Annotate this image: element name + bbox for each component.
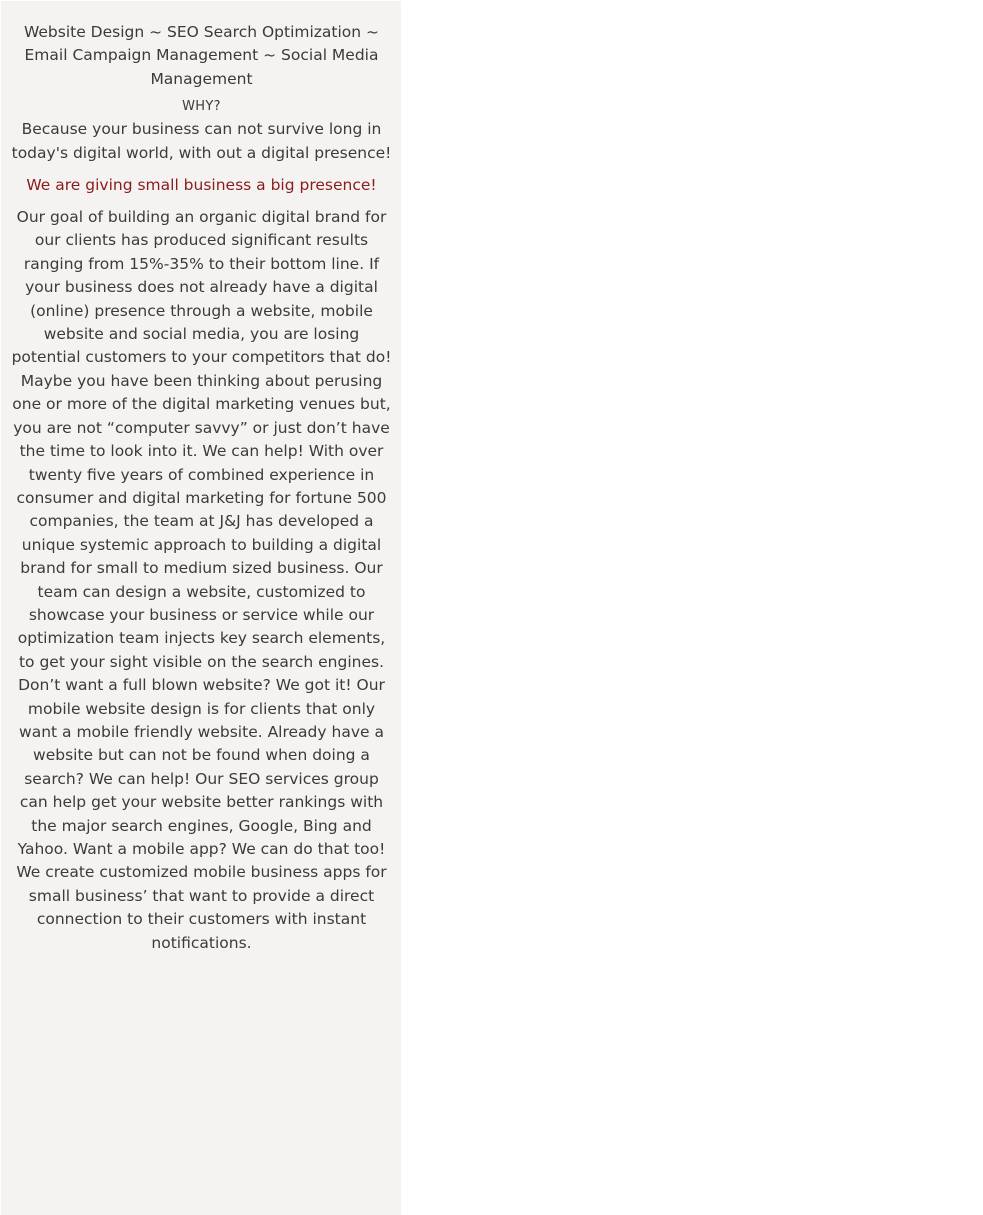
content-panel [1, 1, 401, 1215]
because-statement: Because your business can not survive long in today's digital world, with out a digital presence! [11, 120, 392, 162]
services-heading: Website Design ~ SEO Search Optimization ~ Email Campaign Management ~ Social Media Management [23, 23, 380, 88]
why-label: WHY? [182, 99, 221, 115]
body-paragraph: Our goal of building an organic digital brand for our clients has produced significant results ranging from 15%-35% to their bottom line. If your business does not already have a digital (online) presence through a website, mobile website and social media, you are losing potential customers to your competitors that do! Maybe you have been thinking about perusing one or more of the digital marketing venues but, you are not “computer savvy” or just don’t have the time to look into it. We can help! With over twenty five years of combined experience in consumer and digital marketing for fortune 500 companies, the team at J&J has developed a unique systemic approach to building a digital brand for small to medium sized business. Our team can design a website, customized to showcase your business or service while our optimization team injects key search elements, to get your sight visible on the search engines. Don’t want a full blown website? We got it! Our mobile website design is for clients that only want a mobile friendly website. Already have a website but can not be found when doing a search? We can help! Our SEO services group can help get your website better rankings with the major search engines, Google, Bing and Yahoo. Want a mobile app? We can do that too! We create customized mobile business apps for small business’ that want to provide a direct connection to their customers with instant notifications. [11, 208, 392, 952]
tagline: We are giving small business a big presence! [26, 176, 377, 195]
